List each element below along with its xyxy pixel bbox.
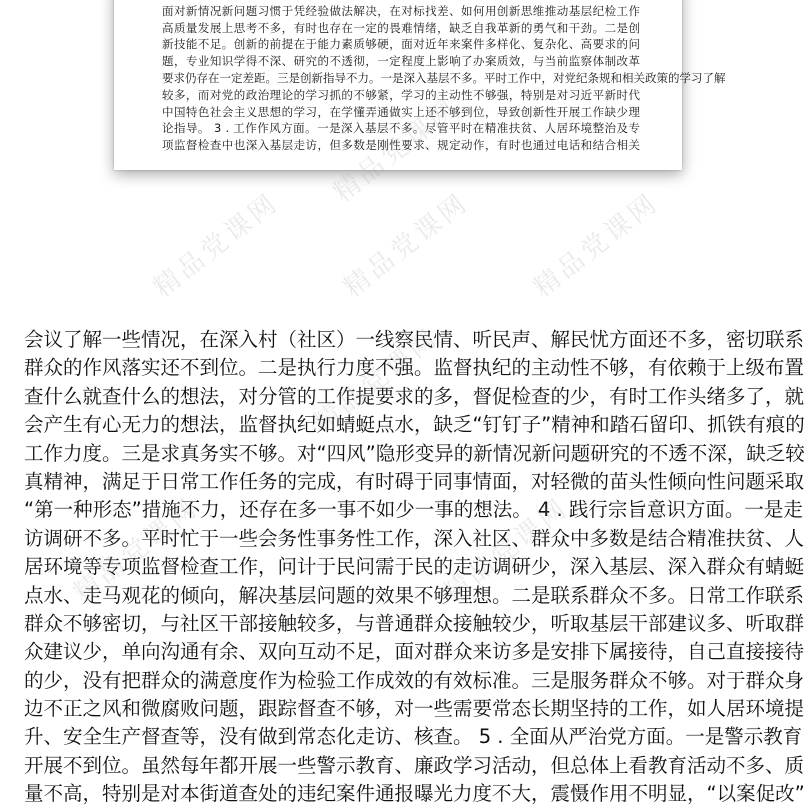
body-line: 点水、走马观花的倾向，解决基层问题的效果不够理想。二是联系群众不多。日常工作联系 — [24, 583, 805, 607]
body-line: 众建议少，单向沟通有余、双向互动不足，面对群众来访多是安排下属接待，自己直接接待 — [24, 640, 805, 664]
body-line: 居环境等专项监督检查工作，问计于民问需于民的走访调研少，深入基层、深入群众有蜻蜓 — [24, 555, 805, 579]
body-line: 真精神，满足于日常工作任务的完成，有时碍于同事情面，对轻微的苗头性倾向性问题采取 — [24, 469, 805, 493]
body-line: 访调研不多。平时忙于一些会务性事务性工作，深入社区、群众中多数是结合精准扶贫、人 — [24, 526, 805, 550]
body-line: 的少，没有把群众的满意度作为检验工作成效的有效标准。三是服务群众不够。对于群众身 — [24, 668, 805, 692]
watermark-text: 精品党课网 — [68, 492, 205, 609]
preview-line: 论指导。 3 . 工作作风方面。一是深入基层不多。尽管平时在精准扶贫、人居环境整治及专 — [162, 121, 640, 136]
body-line: 群众不够密切，与社区干部接触较多，与普通群众接触较少，听取基层干部建议多、听取群 — [24, 611, 805, 635]
preview-line: 新技能不足。创新的前提在于能力素质够硬，面对近年来案件多样化、复杂化、高要求的问 — [162, 37, 640, 52]
preview-line: 题，专业知识学得不深、研究的不透彻，一定程度上影响了办案质效，与当前监察体制改革 — [162, 54, 640, 69]
watermark-text: 精品党课网 — [438, 492, 575, 609]
document-body — [24, 326, 805, 806]
watermark-text: 精品党课网 — [528, 187, 665, 304]
body-line: 量不高，特别是对本街道查处的违纪案件通报曝光力度不大，震慑作用不明显，“以案促改” — [24, 782, 805, 806]
preview-line: 较多，而对党的政治理论的学习抓的不够紧，学习的主动性不够强，特别是对习近平新时代 — [162, 87, 640, 102]
watermark-text: 精品党课网 — [338, 187, 475, 304]
body-line: 群众的作风落实还不到位。二是执行力度不强。监督执纪的主动性不够，有依赖于上级布置 — [24, 356, 805, 380]
document-preview-card — [114, 0, 726, 170]
preview-line: 中国特色社会主义思想的学习，在学懂弄通做实上还不够到位，导致创新性开展工作缺少理 — [162, 104, 640, 119]
body-line: 会产生有心无力的想法，监督执纪如蜻蜓点水，缺乏“钉钉子”精神和踏石留印、抓铁有痕的 — [24, 413, 805, 437]
body-line: 工作力度。三是求真务实不够。对“四风”隐形变异的新情况新问题研究的不透不深，缺乏较 — [24, 441, 805, 465]
watermark-text: 精品党课网 — [328, 92, 465, 209]
watermark-text: 精品党课网 — [148, 187, 285, 304]
body-line: “第一种形态”措施不力，还存在多一事不如少一事的想法。 4 . 践行宗旨意识方面。一是走 — [24, 498, 803, 522]
preview-line: 面对新情况新问题习惯于凭经验做法解决，在对标找差、如何用创新思维推动基层纪检工作 — [162, 3, 640, 18]
body-line: 边不正之风和微腐败问题，跟踪督查不够，对一些需要常态长期坚持的工作，如人居环境提 — [24, 697, 805, 721]
body-line: 开展不到位。虽然每年都开展一些警示教育、廉政学习活动，但总体上看教育活动不多、质 — [24, 753, 805, 777]
preview-text-block — [162, 0, 726, 154]
body-line: 查什么就查什么的想法，对分管的工作提要求的多，督促检查的少，有时工作头绪多了，就 — [24, 384, 805, 408]
watermark-text: 精品党课网 — [308, 322, 445, 439]
body-line: 会议了解一些情况，在深入村（社区）一线察民情、听民声、解民忧方面还不多，密切联系 — [24, 328, 805, 351]
preview-line: 高质量发展上思考不多，有时也存在一定的畏难情绪，缺乏自我革新的勇气和干劲。二是创 — [162, 20, 640, 35]
preview-line: 要求仍存在一定差距。三是创新指导不力。一是深入基层不多。平时工作中，对党纪条规和相关政策的学习了解 — [162, 70, 726, 85]
body-line: 升、安全生产督查等，没有做到常态化走访、核查。 5 . 全面从严治党方面。一是警示教育 — [24, 725, 803, 749]
preview-line: 项监督检查中也深入基层走访，但多数是刚性要求、规定动作，有时也通过电话和结合相关 — [162, 138, 640, 153]
